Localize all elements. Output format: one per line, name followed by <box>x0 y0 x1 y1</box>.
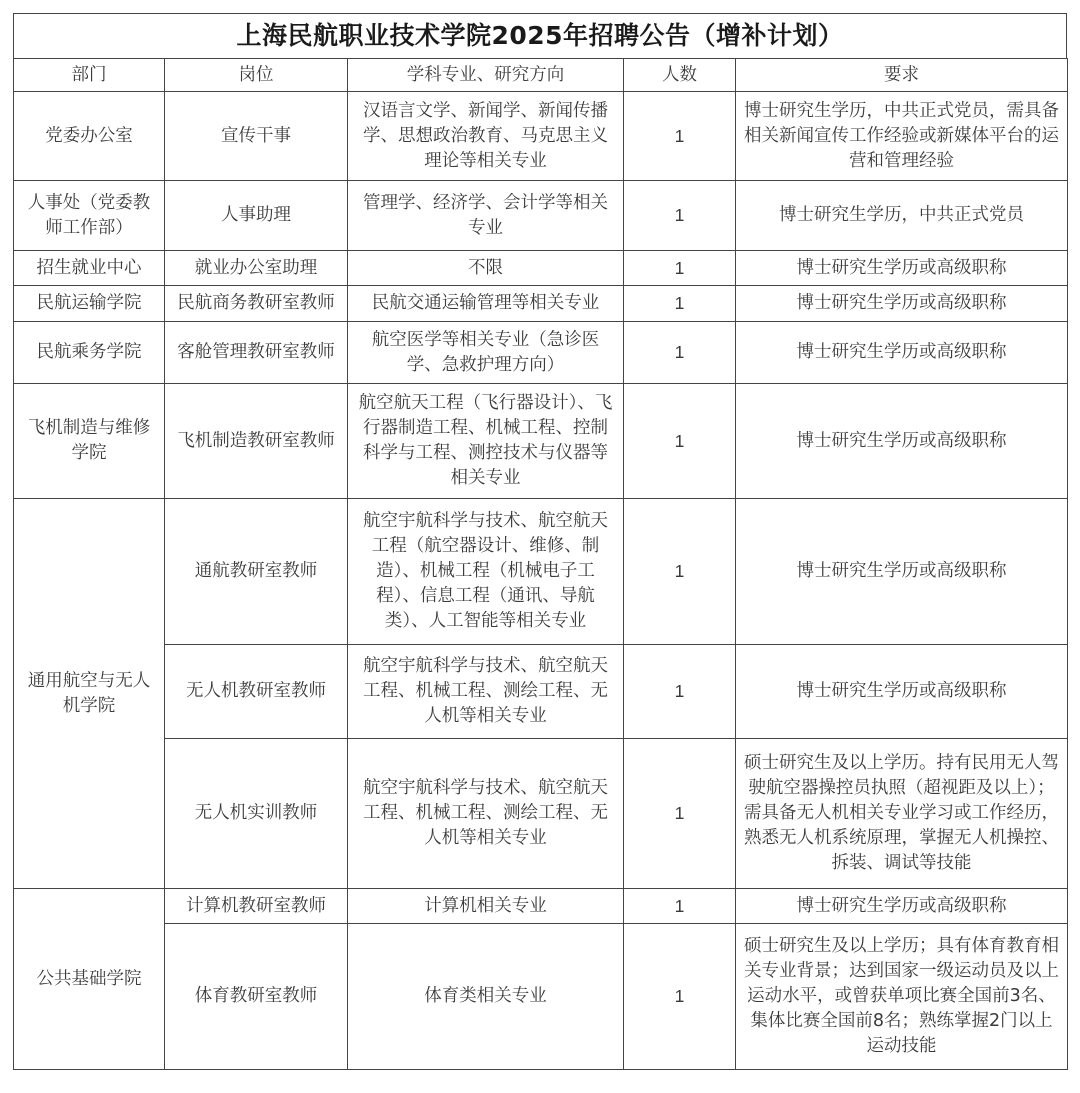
major-cell: 不限 <box>348 251 624 286</box>
count-cell: 1 <box>624 322 736 384</box>
header-count: 人数 <box>624 59 736 92</box>
dept-cell: 民航乘务学院 <box>14 322 165 384</box>
table-row <box>14 286 1068 322</box>
post-cell: 宣传干事 <box>165 92 348 181</box>
post-cell: 客舱管理教研室教师 <box>165 322 348 384</box>
header-post: 岗位 <box>165 59 348 92</box>
dept-cell: 通用航空与无人机学院 <box>14 499 165 889</box>
table-row <box>14 181 1068 251</box>
table-row <box>14 924 1068 1070</box>
major-cell: 民航交通运输管理等相关专业 <box>348 286 624 322</box>
table-row <box>14 739 1068 889</box>
table-row <box>14 499 1068 645</box>
dept-cell: 人事处（党委教师工作部） <box>14 181 165 251</box>
post-cell: 就业办公室助理 <box>165 251 348 286</box>
header-dept: 部门 <box>14 59 165 92</box>
post-cell: 无人机教研室教师 <box>165 645 348 739</box>
table-row <box>14 251 1068 286</box>
major-cell: 航空宇航科学与技术、航空航天工程、机械工程、测绘工程、无人机等相关专业 <box>348 739 624 889</box>
post-cell: 人事助理 <box>165 181 348 251</box>
post-cell: 民航商务教研室教师 <box>165 286 348 322</box>
req-cell: 博士研究生学历或高级职称 <box>736 384 1068 499</box>
count-cell: 1 <box>624 286 736 322</box>
req-cell: 博士研究生学历或高级职称 <box>736 322 1068 384</box>
major-cell: 管理学、经济学、会计学等相关专业 <box>348 181 624 251</box>
count-cell: 1 <box>624 499 736 645</box>
major-cell: 计算机相关专业 <box>348 889 624 924</box>
req-cell: 博士研究生学历或高级职称 <box>736 645 1068 739</box>
header-req: 要求 <box>736 59 1068 92</box>
req-cell: 博士研究生学历或高级职称 <box>736 286 1068 322</box>
req-cell: 博士研究生学历或高级职称 <box>736 889 1068 924</box>
post-cell: 计算机教研室教师 <box>165 889 348 924</box>
count-cell: 1 <box>624 384 736 499</box>
recruitment-table <box>13 58 1068 1070</box>
table-row <box>14 384 1068 499</box>
post-cell: 通航教研室教师 <box>165 499 348 645</box>
dept-cell: 党委办公室 <box>14 92 165 181</box>
req-cell: 硕士研究生及以上学历。持有民用无人驾驶航空器操控员执照（超视距及以上）；需具备无人机相关专业学习或工作经历，熟悉无人机系统原理，掌握无人机操控、拆装、调试等技能 <box>736 739 1068 889</box>
post-cell: 飞机制造教研室教师 <box>165 384 348 499</box>
dept-cell: 飞机制造与维修学院 <box>14 384 165 499</box>
count-cell: 1 <box>624 889 736 924</box>
major-cell: 航空宇航科学与技术、航空航天工程（航空器设计、维修、制造）、机械工程（机械电子工程）、信息工程（通讯、导航类）、人工智能等相关专业 <box>348 499 624 645</box>
count-cell: 1 <box>624 924 736 1070</box>
count-cell: 1 <box>624 181 736 251</box>
major-cell: 航空宇航科学与技术、航空航天工程、机械工程、测绘工程、无人机等相关专业 <box>348 645 624 739</box>
count-cell: 1 <box>624 739 736 889</box>
page-title: 上海民航职业技术学院2025年招聘公告（增补计划） <box>13 13 1067 58</box>
table-row <box>14 889 1068 924</box>
major-cell: 航空医学等相关专业（急诊医学、急救护理方向） <box>348 322 624 384</box>
table-row <box>14 322 1068 384</box>
req-cell: 博士研究生学历或高级职称 <box>736 251 1068 286</box>
count-cell: 1 <box>624 645 736 739</box>
header-major: 学科专业、研究方向 <box>348 59 624 92</box>
count-cell: 1 <box>624 251 736 286</box>
dept-cell: 招生就业中心 <box>14 251 165 286</box>
post-cell: 体育教研室教师 <box>165 924 348 1070</box>
req-cell: 博士研究生学历，中共正式党员 <box>736 181 1068 251</box>
table-header-row <box>14 59 1068 92</box>
major-cell: 航空航天工程（飞行器设计）、飞行器制造工程、机械工程、控制科学与工程、测控技术与仪器等相关专业 <box>348 384 624 499</box>
table-row <box>14 645 1068 739</box>
count-cell: 1 <box>624 92 736 181</box>
dept-cell: 民航运输学院 <box>14 286 165 322</box>
recruitment-notice <box>13 13 1067 1070</box>
req-cell: 博士研究生学历，中共正式党员，需具备相关新闻宣传工作经验或新媒体平台的运营和管理经验 <box>736 92 1068 181</box>
major-cell: 汉语言文学、新闻学、新闻传播学、思想政治教育、马克思主义理论等相关专业 <box>348 92 624 181</box>
major-cell: 体育类相关专业 <box>348 924 624 1070</box>
dept-cell: 公共基础学院 <box>14 889 165 1070</box>
post-cell: 无人机实训教师 <box>165 739 348 889</box>
req-cell: 硕士研究生及以上学历；具有体育教育相关专业背景；达到国家一级运动员及以上运动水平，或曾获单项比赛全国前3名、集体比赛全国前8名；熟练掌握2门以上运动技能 <box>736 924 1068 1070</box>
req-cell: 博士研究生学历或高级职称 <box>736 499 1068 645</box>
table-row <box>14 92 1068 181</box>
